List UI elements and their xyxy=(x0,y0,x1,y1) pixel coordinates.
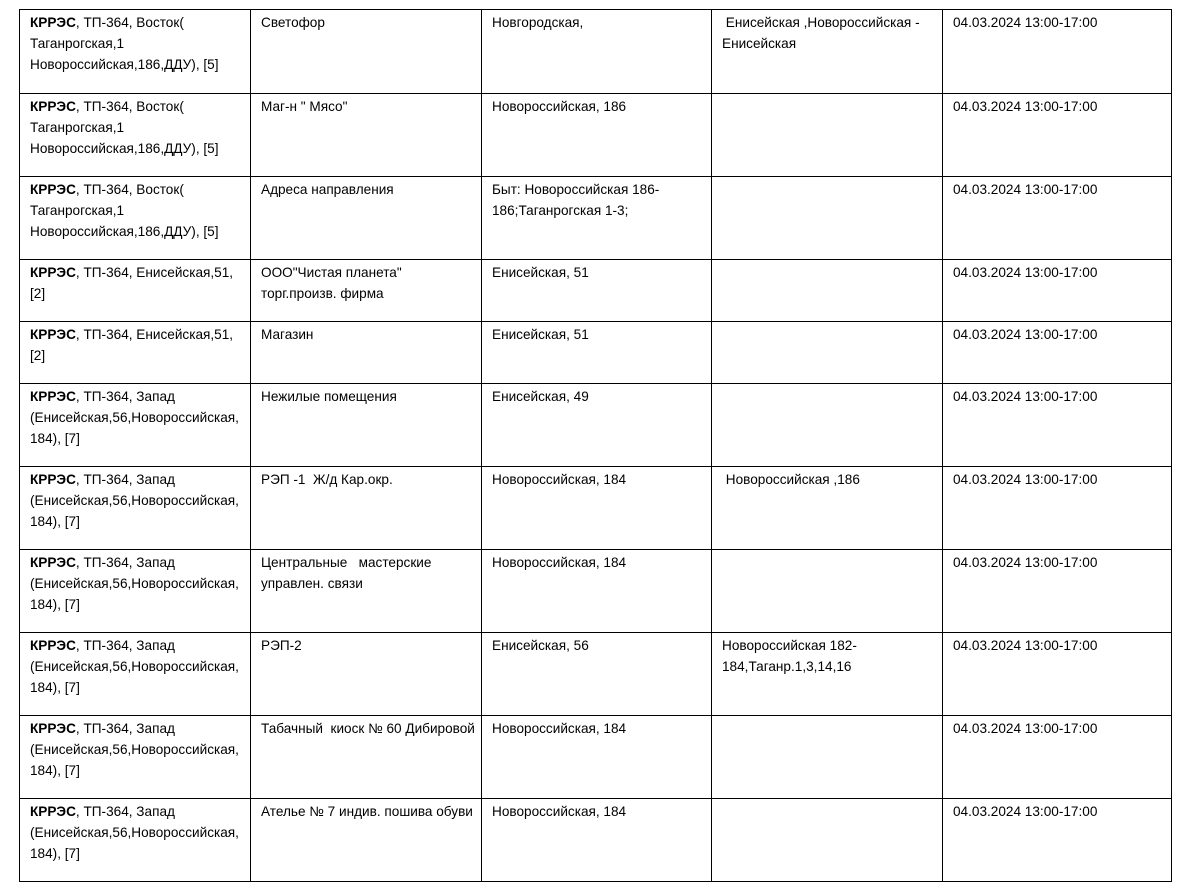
source-cell xyxy=(20,260,251,322)
org-name: КРРЭС xyxy=(30,389,76,404)
streets-cell xyxy=(712,94,943,177)
source-cell xyxy=(20,177,251,260)
table-row xyxy=(20,10,1172,94)
source-text: , ТП-364, Восток( Таганрогская,1 Новороссийская,186,ДДУ), [5] xyxy=(30,182,219,239)
table-row xyxy=(20,633,1172,716)
address-text: Енисейская, 51 xyxy=(492,265,589,280)
address-cell xyxy=(482,799,712,882)
source-cell xyxy=(20,550,251,633)
consumer-text: Нежилые помещения xyxy=(261,389,397,404)
time-text: 04.03.2024 13:00-17:00 xyxy=(953,327,1098,342)
table-row xyxy=(20,467,1172,550)
time-text: 04.03.2024 13:00-17:00 xyxy=(953,638,1098,653)
time-text: 04.03.2024 13:00-17:00 xyxy=(953,265,1098,280)
streets-cell xyxy=(712,550,943,633)
source-text: , ТП-364, Запад (Енисейская,56,Новороссийская, 184), [7] xyxy=(30,555,239,612)
consumer-cell xyxy=(251,716,482,799)
time-text: 04.03.2024 13:00-17:00 xyxy=(953,15,1098,30)
table-row xyxy=(20,94,1172,177)
org-name: КРРЭС xyxy=(30,804,76,819)
source-cell xyxy=(20,94,251,177)
source-text: , ТП-364, Запад (Енисейская,56,Новороссийская, 184), [7] xyxy=(30,721,239,778)
org-name: КРРЭС xyxy=(30,555,76,570)
source-text: , ТП-364, Запад (Енисейская,56,Новороссийская, 184), [7] xyxy=(30,804,239,861)
time-text: 04.03.2024 13:00-17:00 xyxy=(953,99,1098,114)
address-text: Новороссийская, 186 xyxy=(492,99,627,114)
streets-text xyxy=(722,177,936,179)
source-cell xyxy=(20,467,251,550)
address-text: Новороссийская, 184 xyxy=(492,721,627,736)
consumer-text: ООО"Чистая планета" торг.произв. фирма xyxy=(261,265,402,301)
streets-cell xyxy=(712,260,943,322)
source-cell xyxy=(20,799,251,882)
time-cell xyxy=(943,10,1172,94)
consumer-cell xyxy=(251,260,482,322)
time-cell xyxy=(943,550,1172,633)
time-cell xyxy=(943,467,1172,550)
time-text: 04.03.2024 13:00-17:00 xyxy=(953,555,1098,570)
streets-text: Новороссийская ,186 xyxy=(722,472,860,487)
consumer-text: Адреса направления xyxy=(261,182,394,197)
streets-text: Енисейская ,Новороссийская - Енисейская xyxy=(722,15,924,51)
source-cell xyxy=(20,716,251,799)
address-cell xyxy=(482,10,712,94)
consumer-cell xyxy=(251,94,482,177)
consumer-cell xyxy=(251,467,482,550)
address-text: Быт: Новороссийская 186-186;Таганрогская 1-3; xyxy=(492,182,660,218)
source-text: , ТП-364, Запад (Енисейская,56,Новороссийская, 184), [7] xyxy=(30,389,239,446)
time-cell xyxy=(943,633,1172,716)
address-cell xyxy=(482,384,712,467)
consumer-text: Центральные мастерские управлен. связи xyxy=(261,555,436,591)
address-cell xyxy=(482,322,712,384)
address-text: Новороссийская, 184 xyxy=(492,555,627,570)
consumer-cell xyxy=(251,633,482,716)
streets-cell xyxy=(712,799,943,882)
address-cell xyxy=(482,177,712,260)
consumer-cell xyxy=(251,384,482,467)
address-cell xyxy=(482,260,712,322)
address-cell xyxy=(482,94,712,177)
org-name: КРРЭС xyxy=(30,472,76,487)
address-text: Новороссийская, 184 xyxy=(492,804,627,819)
consumer-cell xyxy=(251,322,482,384)
address-text: Новороссийская, 184 xyxy=(492,472,627,487)
consumer-text: РЭП -1 Ж/д Кар.окр. xyxy=(261,472,393,487)
source-cell xyxy=(20,384,251,467)
outage-table-body xyxy=(20,10,1172,882)
time-cell xyxy=(943,384,1172,467)
table-row xyxy=(20,260,1172,322)
streets-cell xyxy=(712,177,943,260)
time-text: 04.03.2024 13:00-17:00 xyxy=(953,182,1098,197)
table-row xyxy=(20,550,1172,633)
source-text: , ТП-364, Запад (Енисейская,56,Новороссийская, 184), [7] xyxy=(30,638,239,695)
streets-text xyxy=(722,550,936,552)
outage-table xyxy=(19,9,1172,882)
streets-cell xyxy=(712,467,943,550)
consumer-text: Светофор xyxy=(261,15,325,30)
time-cell xyxy=(943,260,1172,322)
consumer-cell xyxy=(251,799,482,882)
time-cell xyxy=(943,322,1172,384)
source-text: , ТП-364, Запад (Енисейская,56,Новороссийская, 184), [7] xyxy=(30,472,239,529)
streets-cell xyxy=(712,10,943,94)
streets-cell xyxy=(712,322,943,384)
consumer-cell xyxy=(251,10,482,94)
source-cell xyxy=(20,633,251,716)
address-cell xyxy=(482,716,712,799)
org-name: КРРЭС xyxy=(30,721,76,736)
table-row xyxy=(20,716,1172,799)
source-text: , ТП-364, Восток( Таганрогская,1 Новороссийская,186,ДДУ), [5] xyxy=(30,15,219,72)
streets-text: Новороссийская 182-184,Таганр.1,3,14,16 xyxy=(722,638,857,674)
time-text: 04.03.2024 13:00-17:00 xyxy=(953,804,1098,819)
streets-text xyxy=(722,260,936,262)
streets-text xyxy=(722,384,936,386)
consumer-text: Ателье № 7 индив. пошива обуви xyxy=(261,804,473,819)
streets-cell xyxy=(712,384,943,467)
address-text: Енисейская, 51 xyxy=(492,327,589,342)
source-cell xyxy=(20,10,251,94)
time-cell xyxy=(943,94,1172,177)
streets-text xyxy=(722,716,936,718)
streets-cell xyxy=(712,633,943,716)
address-text: Енисейская, 56 xyxy=(492,638,589,653)
address-cell xyxy=(482,467,712,550)
address-text: Новгородская, xyxy=(492,15,584,30)
org-name: КРРЭС xyxy=(30,638,76,653)
org-name: КРРЭС xyxy=(30,99,76,114)
streets-text xyxy=(722,94,936,96)
time-text: 04.03.2024 13:00-17:00 xyxy=(953,472,1098,487)
source-text: , ТП-364, Енисейская,51, [2] xyxy=(30,265,234,301)
source-text: , ТП-364, Енисейская,51, [2] xyxy=(30,327,234,363)
source-text: , ТП-364, Восток( Таганрогская,1 Новороссийская,186,ДДУ), [5] xyxy=(30,99,219,156)
consumer-cell xyxy=(251,177,482,260)
streets-text xyxy=(722,322,936,324)
org-name: КРРЭС xyxy=(30,15,76,30)
streets-cell xyxy=(712,716,943,799)
consumer-text: РЭП-2 xyxy=(261,638,302,653)
time-text: 04.03.2024 13:00-17:00 xyxy=(953,721,1098,736)
table-row xyxy=(20,177,1172,260)
org-name: КРРЭС xyxy=(30,265,76,280)
consumer-text: Табачный киоск № 60 Дибировой xyxy=(261,721,475,736)
consumer-text: Маг-н " Мясо" xyxy=(261,99,348,114)
table-row xyxy=(20,799,1172,882)
org-name: КРРЭС xyxy=(30,182,76,197)
streets-text xyxy=(722,799,936,801)
consumer-text: Магазин xyxy=(261,327,314,342)
source-cell xyxy=(20,322,251,384)
address-cell xyxy=(482,633,712,716)
address-cell xyxy=(482,550,712,633)
time-cell xyxy=(943,177,1172,260)
org-name: КРРЭС xyxy=(30,327,76,342)
table-row xyxy=(20,384,1172,467)
table-row xyxy=(20,322,1172,384)
time-cell xyxy=(943,799,1172,882)
address-text: Енисейская, 49 xyxy=(492,389,589,404)
consumer-cell xyxy=(251,550,482,633)
time-cell xyxy=(943,716,1172,799)
time-text: 04.03.2024 13:00-17:00 xyxy=(953,389,1098,404)
